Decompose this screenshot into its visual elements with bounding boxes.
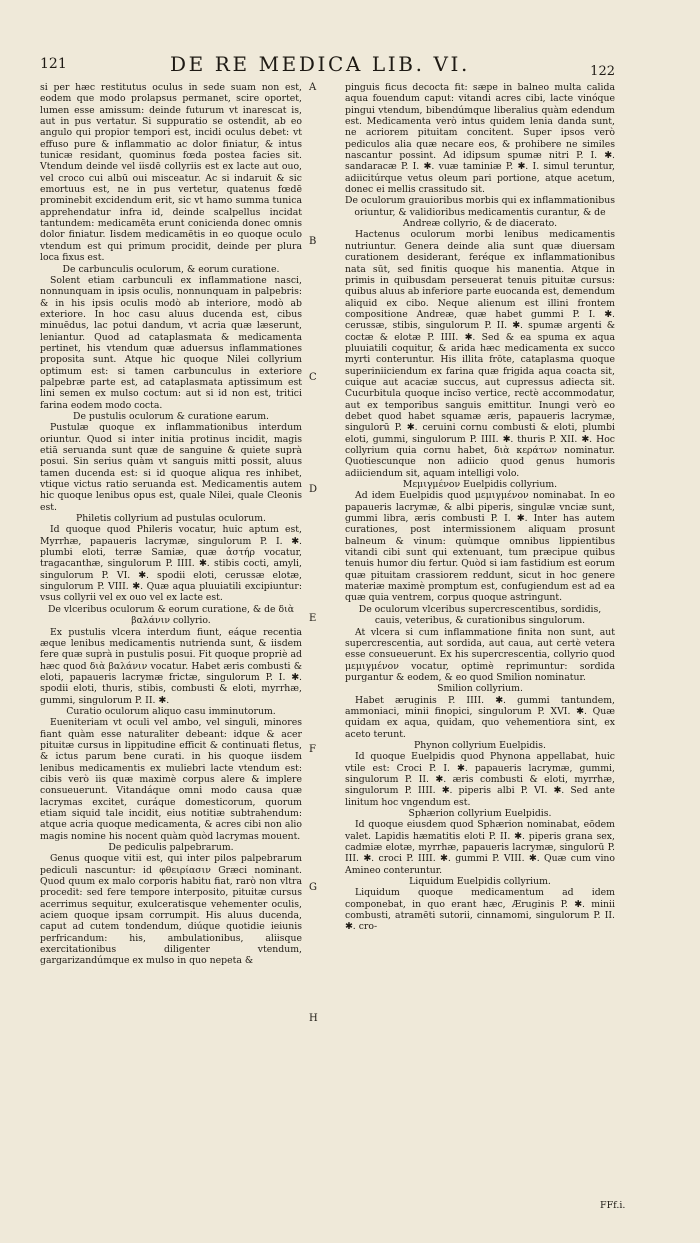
right-section-heading: De oculorum vlceribus supercrescentibus, sordidis, cauis, veteribus, & curationibus singulorum.: [358, 603, 602, 627]
left-paragraph: Eueniteriam vt oculi vel ambo, vel singuli, minores fiant quàm esse naturaliter debeant: idque & acer pituitæ cursus in lippitudine efficit & continuati fletus, & ictus parum bene curati. in his quoque iisdem lenibus medicamentis ex muliebri lacte vtendum est: cibis verò iis quæ maximè corpus alere & implere consueuerunt. Vitandáque omni modo causa quæ lacrymas excitet, curáque domesticorum, quorum etiam siquid tale incidit, eius notitiæ subtrahendum: atque acria quoque medicamenta, & acres cibi non alio magis nomine his nocent quàm quòd lacrymas mouent.: [40, 717, 302, 842]
right-paragraph: Hactenus oculorum morbi lenibus medicamentis nutriuntur. Genera deinde alia sunt quæ diuersam curationem desiderant, feréque ex inflammationibus nata sūt, sed finitis quoque his manentia. Atque in primis in quibusdam perseuerat tenuis pituitæ cursus: quibus aluus ab inferiore parte euocanda est, demendum aliquid ex cibo. Neque alienum est illini frontem compositione Andreæ, quæ habet gummi P. I. ✱. cerussæ, stibis, singulorum P. II. ✱. spumæ argenti & coctæ & elotæ P. IIII. ✱. Sed & ea spuma ex aqua pluuiatili coquitur, & arida hæc medicamenta ex succo myrti conteruntur. His illita frōte, cataplasma quoque superiniiciendum ex farina quæ frigida aqua coacta sit, cuique aut acaciæ succus, aut cupressus adiecta sit. Cucurbitula quoque incīso vertice, rectè accommodatur, aut ex temporibus sanguis emittitur. Inungi verò eo debet quod habet squamæ æris, papaueris lacrymæ, singulorū P. ✱. ceruini cornu combusti & eloti, plumbi eloti, gummi, singulorum P. IIII. ✱. thuris P. XII. ✱. Hoc collyrium quia cornu habet, διὰ κεράτων nominatur. Quotiescunque non adiicio quod genus humoris adiiciendum sit, aquam intelligi volo.: [345, 229, 615, 479]
left-section-heading: Curatio oculorum aliquo casu imminutorum.: [66, 705, 276, 717]
right-paragraph: Ad idem Euelpidis quod μεμιγμένον nominabat. In eo papaueris lacrymæ, & albi piperis, singulæ vnciæ sunt, gummi libra, æris combusti P. I. ✱. Inter has autem curationes, post intermissionem aliquam prosunt balneum & vinum: quùmque omnibus lippientibus vitandi cibi sunt qui extenuant, tum præcipue quibus tenuis humor diu fertur. Quòd si iam fastidium est eorum quæ pituitam crassiorem reddunt, sicut in hoc genere materiæ maximè promptum est, confugiendum est ad ea quæ quia ventrem, corpus quoque astringunt.: [345, 490, 615, 604]
left-paragraph: si per hæc restitutus oculus in sede suam non est, eodem que modo prolapsus permanet, scire oportet, lumen esse amissum: deinde futurum vt inarescat is, aut in pus vertatur. Si suppuratio se ostendit, ab eo angulo qui propior tempori est, incidi oculus debet: vt effuso pure & inflammatio ac dolor finiatur, & intus tunicæ residant, quominus fœda postea facies sit. Vtendum deinde vel iisdē collyriis est ex lacte aut ouo, vel croco cui albū oui misceatur. Ac si indaruit & sic emortuus est, ne in pus vertetur, quatenus fœdē prominebit excidendum erit, sic vt hamo summa tunica apprehendatur infra id, deinde scalpellus incidat tantundem: medicamēta erunt conicienda donec omnis dolor finiatur. Iisdem medicamētis in eo quoque oculo vtendum est qui primum procidit, deinde per plura loca fixus est.: [40, 82, 302, 264]
left-column: [40, 82, 302, 967]
left-paragraph: Ex pustulis vlcera interdum fiunt, eáque recentia æque lenibus medicamentis nutrienda sunt, & iisdem fere quæ suprà in pustulis posui. Fit quoque propriè ad hæc quod διὰ βαλάνιν vocatur. Habet æris combusti & eloti, papaueris lacrymæ frictæ, singulorum P. I. ✱. spodii eloti, thuris, stibis, combusti & eloti, myrrhæ, gummi, singulorum P. II. ✱.: [40, 626, 302, 706]
left-section-heading: De pediculis palpebrarum.: [108, 842, 234, 854]
right-paragraph: Liquidum quoque medicamentum ad idem componebat, in quo erant hæc, Æruginis P. ✱. minii combusti, atramēti sutorii, cinnamomi, singulorum P. II. ✱. cro-: [345, 887, 615, 933]
right-paragraph: Habet æruginis P. IIII. ✱. gummi tantundem, ammoniaci, minii finopici, singulorum P. XVI. ✱. Quæ quidam ex aqua, quidam, quo vehementiora sint, ex aceto terunt.: [345, 694, 615, 740]
right-paragraph: At vlcera si cum inflammatione finita non sunt, aut supercrescentia, aut sordida, aut caua, aut certè vetera esse consueuerunt. Ex his supercrescentia, collyrio quod μεμιγμένον vocatur, optimè reprimuntur: sordida purgantur & eodem, & eo quod Smilion nominatur.: [345, 626, 615, 683]
margin-letter-h: H: [309, 1013, 318, 1024]
left-section-heading: De vlceribus oculorum & eorum curatione, & de διὰ βαλάνιν collyrio.: [47, 603, 295, 627]
margin-letter-g: G: [309, 882, 317, 893]
left-paragraph: Id quoque quod Phileris vocatur, huic aptum est, Myrrhæ, papaueris lacrymæ, singulorum P. I. ✱. plumbi eloti, terræ Samiæ, quæ ἀστήρ vocatur, tragacanthæ, singulorum P. IIII. ✱. stibis cocti, amyli, singulorum P. VI. ✱. spodii eloti, cerussæ elotæ, singulorum P. VIII. ✱. Quæ aqua pluuiatili excipiuntur: vsus collyrii vel ex ouo vel ex lacte est.: [40, 524, 302, 604]
left-section-heading: De carbunculis oculorum, & eorum curatione.: [62, 263, 280, 275]
folio-right: 122: [590, 64, 615, 79]
right-paragraph: Id quoque eiusdem quod Sphærion nominabat, eōdem valet. Lapidis hæmatitis eloti P. II. ✱. piperis grana sex, cadmiæ elotæ, myrrhæ, papaueris lacrymæ, singulorū P. III. ✱. croci P. IIII. ✱. gummi P. VIII. ✱. Quæ cum vino Amineo conteruntur.: [345, 819, 615, 876]
margin-letter-b: B: [309, 236, 317, 247]
margin-letter-e: E: [309, 613, 317, 624]
right-section-heading: De oculorum grauioribus morbis qui ex inflammationibus oriuntur, & validioribus medicamentis curantur, & de Andreæ collyrio, & de diacerato.: [345, 195, 615, 230]
margin-letter-a: A: [309, 82, 317, 93]
margin-letter-f: F: [309, 744, 316, 755]
left-paragraph: Pustulæ quoque ex inflammationibus interdum oriuntur. Quod si inter initia protinus incidit, magis etiā seruanda sunt quæ de sanguine & quiete suprà posui. Sin serius quàm vt sanguis mitti possit, aluus tamen ducenda est: si id quoque aliqua res inhibet, vtique victus ratio seruanda est. Medicamentis autem hic quoque lenibus opus est, quale Nilei, quale Cleonis est.: [40, 422, 302, 513]
signature-mark: FFf.i.: [600, 1200, 626, 1211]
right-section-heading: Sphærion collyrium Euelpidis.: [408, 808, 552, 819]
folio-left: 121: [40, 56, 67, 72]
right-column: [345, 82, 615, 933]
left-paragraph: Solent etiam carbunculi ex inflammatione nasci, nonnunquam in ipsis oculis, nonnunquam in palpebris: & in his ipsis oculis modò ab interiore, modò ab exteriore. In hoc casu aluus ducenda est, cibus minuēdus, lac potui dandum, vt acria quæ læserunt, leniantur. Quod ad cataplasmata & medicamenta pertinet, his vtendum quæ aduersus inflammationes proposita sunt. Atque hic quoque Nilei collyrium optimum est: si tamen carbunculus in exteriore palpebræ parte est, ad cataplasmata aptissimum est lini semen ex mulso coctum: aut si id non est, tritici farina eodem modo cocta.: [40, 274, 302, 411]
left-section-heading: De pustulis oculorum & curatione earum.: [73, 410, 269, 422]
margin-letter-d: D: [309, 484, 318, 495]
margin-letter-c: C: [309, 372, 317, 383]
left-paragraph: Genus quoque vitii est, qui inter pilos palpebrarum pediculi nascuntur: id φθειρίασιν Græci nominant. Quod quum ex malo corporis habitu fiat, rarò non vltra procedit: sed fere tempore interposito, pituitæ cursus acerrimus sequitur, exulceratisque vehementer oculis, aciem quoque ipsam corrumpit. His aluus ducenda, caput ad cutem tondendum, diúque quotidie ieiunis perfricandum: his, ambulationibus, aliisque exercitationibus diligenter vtendum, gargarizandúmque ex mulso in quo nepeta &: [40, 853, 302, 967]
right-paragraph: pinguis ficus decocta fit: sæpe in balneo multa calida aqua fouendum caput: vitandi acres cibi, lacte vinóque pingui vtendum, bibendúmque liberalius quàm edendum est. Medicamenta verò intus quidem lenia danda sunt, ne acriorem pituitam concitent. Super ipsos verò pediculos alia quæ necare eos, & prohibere ne similes nascantur possint. Ad idipsum spumæ nitri P. I. ✱. sandaracæ P. I. ✱. vuæ taminiæ P. ✱. I. simul teruntur, adiicitúrque vetus oleum pari portione, atque acetum, donec ei mellis crassitudo sit.: [345, 82, 615, 196]
right-section-heading: Μεμιγμένον Euelpidis collyrium.: [402, 479, 558, 491]
right-section-heading: Smilion collyrium.: [437, 683, 523, 695]
right-paragraph: Id quoque Euelpidis quod Phynona appellabat, huic vtile est: Croci P. I. ✱. papaueris lacrymæ, gummi, singulorum P. II. ✱. æris combusti & eloti, myrrhæ, singulorum P. IIII. ✱. piperis albi P. VI. ✱. Sed ante linitum hoc vngendum est.: [345, 751, 615, 808]
right-section-heading: Phynon collyrium Euelpidis.: [413, 739, 547, 751]
left-section-heading: Philetis collyrium ad pustulas oculorum.: [76, 513, 266, 525]
right-section-heading: Liquidum Euelpidis collyrium.: [409, 876, 551, 888]
running-head: DE RE MEDICA LIB. VI.: [170, 52, 471, 76]
